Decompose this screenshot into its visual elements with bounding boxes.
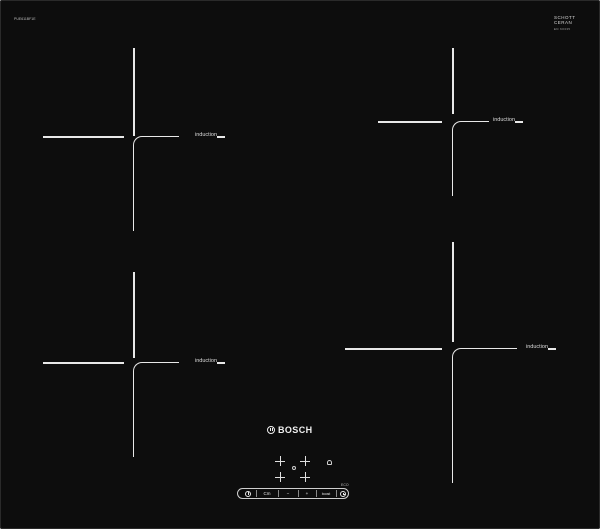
plus-button[interactable] [300,489,314,498]
zone-indicator-icon [292,466,296,470]
zone-marking [43,362,124,364]
control-panel [237,488,349,499]
zone-marking [217,362,225,364]
zone-label: induction [526,344,549,350]
schott-ceran-line2: CERAN [554,20,573,25]
schott-ceran-small: EN 60335 [554,27,571,31]
bosch-armature-icon [267,426,275,434]
zone-marking [133,48,135,136]
zone-marking [452,348,517,483]
cm-label: Cm [263,491,271,496]
power-button[interactable] [242,489,254,498]
zone-marking [133,362,179,457]
zone-select-front-right[interactable] [300,472,310,482]
zone-select-rear-left[interactable] [275,456,285,466]
zone-marking [378,121,442,123]
sensor-label: ECO [341,483,349,487]
minus-label: − [286,491,290,496]
model-code: PUE611BF1E [14,17,36,21]
schott-ceran-line1: SCHOTT [554,15,576,20]
zone-select-front-left[interactable] [275,472,285,482]
zone-label: induction [195,358,218,364]
plus-label: + [305,491,309,496]
minus-button[interactable] [280,489,296,498]
zone-marking [133,272,135,358]
zone-label: induction [493,117,516,123]
schott-ceran-logo [554,15,576,32]
zone-marking [452,48,454,114]
zone-marking [452,242,454,342]
brand-name: BOSCH [278,425,313,435]
boost-button[interactable] [318,489,334,498]
zone-marking [548,348,556,350]
childlock-icon[interactable] [327,460,332,465]
divider [298,490,299,497]
zone-marking [452,121,489,196]
divider [316,490,317,497]
zone-marking [515,121,523,123]
timer-icon [340,491,346,497]
divider [256,490,257,497]
zone-marking [43,136,124,138]
zone-select-rear-right[interactable] [300,456,310,466]
zone-label: induction [195,132,218,138]
timer-button[interactable] [337,489,348,498]
zone-marking [133,136,179,231]
power-icon [245,491,251,497]
bosch-logo [267,425,313,435]
zone-marking [217,136,225,138]
divider [278,490,279,497]
zone-marking [345,348,442,350]
boost-label: boost [321,491,331,496]
cm-button[interactable] [258,489,276,498]
